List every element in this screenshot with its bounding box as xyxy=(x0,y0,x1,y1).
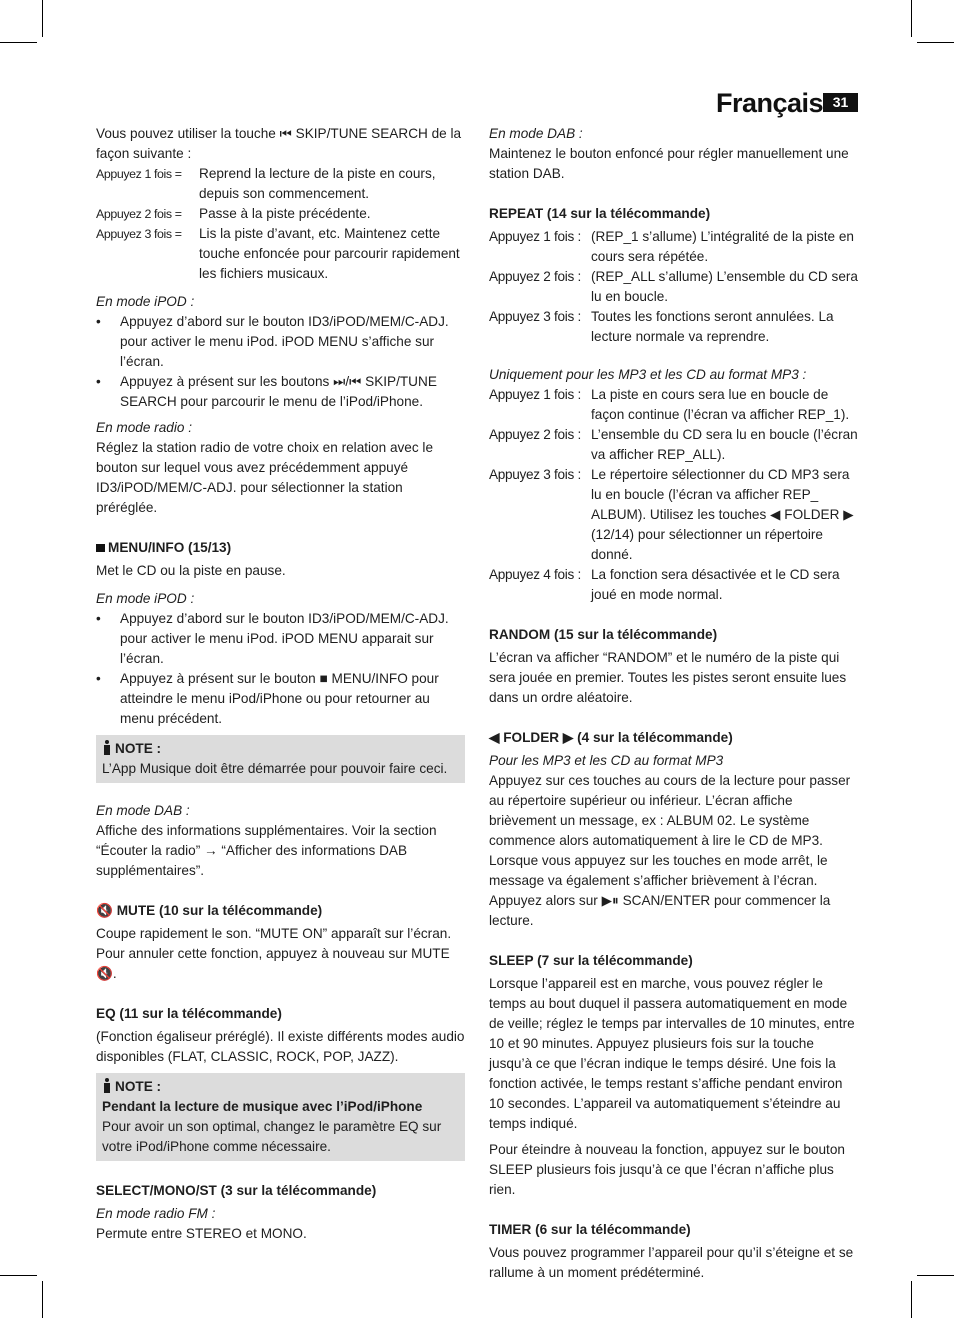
random-text: L’écran va afficher “RANDOM” et le numéro de la piste qui sera jouée en premier. Toutes les pistes seront ensuite lues dans un ordre aléatoire. xyxy=(489,650,847,705)
timer-text: Vous pouvez programmer l’appareil pour qu’il s’éteigne et se rallume à un moment prédéterminé. xyxy=(489,1245,854,1280)
repeat-row xyxy=(489,227,859,267)
sleep-heading: SLEEP (7 sur la télécommande) xyxy=(489,953,693,968)
eq-text: (Fonction égaliseur préréglé). Il existe différents modes audio disponibles (FLAT, CLASSIC, ROCK, POP, JAZZ). xyxy=(96,1029,465,1064)
dab-text: Affiche des informations supplémentaires. Voir la section “Écouter la radio” → “Afficher des informations DAB supplémentaires”. xyxy=(96,823,437,878)
crop-mark xyxy=(911,0,912,37)
crop-mark xyxy=(917,1275,954,1276)
crop-mark xyxy=(917,42,954,43)
row-key: Appuyez 2 fois = xyxy=(96,207,182,221)
crop-mark xyxy=(0,42,37,43)
info-icon xyxy=(102,740,112,755)
select-heading: SELECT/MONO/ST (3 sur la télécommande) xyxy=(96,1183,377,1198)
timer-heading: TIMER (6 sur la télécommande) xyxy=(489,1222,691,1237)
eq-heading: EQ (11 sur la télécommande) xyxy=(96,1006,282,1021)
row-value: Le répertoire sélectionner du CD MP3 sera lu en boucle (l’écran va afficher REP_ ALBUM). Utilisez les touches ◀ FOLDER ▶ (12/14) pour sélectionner un répertoire donné. xyxy=(591,467,854,562)
skip-row xyxy=(96,204,465,224)
folder-text: Appuyez sur ces touches au cours de la lecture pour passer au répertoire supérieur ou inférieur. L’écran affiche brièvement un message, ex : ALBUM 02. Le système commence alors automatiquement à lire le CD de MP3. Lorsque vous appuyez sur les touches en mode arrêt, le message va également s’afficher brièvement à l’écran. Appuyez alors sur ▶⏸ SCAN/ENTER pour commencer la lecture. xyxy=(489,773,851,928)
right-column xyxy=(489,124,859,1283)
skip-row xyxy=(96,164,465,204)
page-title: Français xyxy=(716,88,824,118)
stop-icon xyxy=(96,544,105,552)
crop-mark xyxy=(911,1281,912,1318)
dab-text: Maintenez le bouton enfoncé pour régler manuellement une station DAB. xyxy=(489,146,849,181)
row-value: La fonction sera désactivée et le CD sera joué en mode normal. xyxy=(591,567,840,602)
note-box xyxy=(96,735,465,783)
heading-text: MENU/INFO (15/13) xyxy=(108,540,232,555)
mute-text: Coupe rapidement le son. “MUTE ON” apparaît sur l’écran. Pour annuler cette fonction, appuyez à nouveau sur MUTE 🔇. xyxy=(96,926,452,981)
fm-text: Permute entre STEREO et MONO. xyxy=(96,1226,307,1241)
repeat-heading: REPEAT (14 sur la télécommande) xyxy=(489,206,711,221)
note-box xyxy=(96,1073,465,1161)
row-key: Appuyez 1 fois : xyxy=(489,229,581,244)
row-key: Appuyez 1 fois = xyxy=(96,167,182,181)
mp3-row xyxy=(489,425,859,465)
repeat-row xyxy=(489,307,859,347)
row-key: Appuyez 1 fois : xyxy=(489,387,581,402)
random-heading: RANDOM (15 sur la télécommande) xyxy=(489,627,718,642)
note-text: L’App Musique doit être démarrée pour pouvoir faire ceci. xyxy=(102,761,448,776)
mp3-row xyxy=(489,465,859,565)
skip-row xyxy=(96,224,465,284)
note-title: NOTE : xyxy=(115,1079,162,1094)
skip-intro: Vous pouvez utiliser la touche ⏮ SKIP/TUNE SEARCH de la façon suivante : xyxy=(96,126,462,161)
info-icon xyxy=(102,1078,112,1093)
sleep-text: Pour éteindre à nouveau la fonction, appuyez sur le bouton SLEEP plusieurs fois jusqu’à ce que l’écran n’affiche plus rien. xyxy=(489,1142,845,1197)
mp3-row xyxy=(489,565,859,605)
list-item: • Appuyez d’abord sur le bouton ID3/iPOD/MEM/C-ADJ. pour activer le menu iPod. iPOD MENU apparait sur l’écran. xyxy=(96,609,465,669)
row-key: Appuyez 2 fois : xyxy=(489,427,581,442)
row-key: Appuyez 3 fois = xyxy=(96,227,182,241)
radio-text: Réglez la station radio de votre choix en relation avec le bouton sur lequel vous avez précédemment appuyé ID3/iPOD/MEM/C-ADJ. pour sélectionner la station préréglée. xyxy=(96,440,434,515)
mute-heading: 🔇 MUTE (10 sur la télécommande) xyxy=(96,903,323,918)
dab-mode-label: En mode DAB : xyxy=(489,126,583,141)
row-value: Lis la piste d’avant, etc. Maintenez cette touche enfoncée pour parcourir rapidement les fichiers musicaux. xyxy=(199,226,460,281)
list-item: • Appuyez d’abord sur le bouton ID3/iPOD/MEM/C-ADJ. pour activer le menu iPod. iPOD MENU s’affiche sur l’écran. xyxy=(96,312,465,372)
fm-mode-label: En mode radio FM : xyxy=(96,1206,216,1221)
row-key: Appuyez 4 fois : xyxy=(489,567,581,582)
mp3-only-label: Uniquement pour les MP3 et les CD au format MP3 : xyxy=(489,367,807,382)
page-number: 31 xyxy=(823,93,858,112)
crop-mark xyxy=(0,1275,37,1276)
crop-mark xyxy=(42,0,43,37)
row-key: Appuyez 3 fois : xyxy=(489,309,581,324)
row-value: L’ensemble du CD sera lu en boucle (l’écran va afficher REP_ALL). xyxy=(591,427,858,462)
row-key: Appuyez 3 fois : xyxy=(489,467,581,482)
crop-mark xyxy=(42,1281,43,1318)
folder-heading: ◀ FOLDER ▶ (4 sur la télécommande) xyxy=(489,730,733,745)
ipod-mode-label: En mode iPOD : xyxy=(96,294,195,309)
note-subtitle: Pendant la lecture de musique avec l’iPod/iPhone xyxy=(102,1099,423,1114)
note-text: Pour avoir un son optimal, changez le paramètre EQ sur votre iPod/iPhone comme nécessaire. xyxy=(102,1119,442,1154)
dab-mode-label: En mode DAB : xyxy=(96,803,190,818)
list-item: • Appuyez à présent sur les boutons ⏭/⏮ SKIP/TUNE SEARCH pour parcourir le menu de l’iPod/iPhone. xyxy=(96,372,465,412)
row-value: Passe à la piste précédente. xyxy=(199,206,371,221)
menu-info-heading xyxy=(96,538,465,558)
row-value: Toutes les fonctions seront annulées. La lecture normale va reprendre. xyxy=(591,309,834,344)
row-key: Appuyez 2 fois : xyxy=(489,269,581,284)
list-item: • Appuyez à présent sur le bouton ■ MENU/INFO pour atteindre le menu iPod/iPhone ou pour retourner au menu précédent. xyxy=(96,669,465,729)
row-value: (REP_ALL s’allume) L’ensemble du CD sera lu en boucle. xyxy=(591,269,858,304)
radio-mode-label: En mode radio : xyxy=(96,420,192,435)
ipod-mode-label: En mode iPOD : xyxy=(96,591,195,606)
folder-subtitle: Pour les MP3 et les CD au format MP3 xyxy=(489,753,724,768)
row-value: Reprend la lecture de la piste en cours, depuis son commencement. xyxy=(199,166,436,201)
repeat-row xyxy=(489,267,859,307)
row-value: (REP_1 s’allume) L’intégralité de la piste en cours sera répétée. xyxy=(591,229,854,264)
note-title: NOTE : xyxy=(115,741,162,756)
sleep-text: Lorsque l’appareil est en marche, vous pouvez régler le temps au bout duquel il passera automatiquement en mode de veille; réglez le temps par intervalles de 10 minutes, entre 10 et 90 minutes. Appuyez plusieurs fois sur la touche jusqu’à ce que l’écran indique le temps désiré. Une fois la fonction activée, le temps restant s’affiche pendant environ 10 secondes. L’appareil va automatiquement s’éteindre au temps indiqué. xyxy=(489,976,855,1131)
menu-info-text: Met le CD ou la piste en pause. xyxy=(96,563,286,578)
row-value: La piste en cours sera lue en boucle de façon continue (l’écran va afficher REP_1). xyxy=(591,387,850,422)
mp3-row xyxy=(489,385,859,425)
left-column xyxy=(96,124,465,1244)
